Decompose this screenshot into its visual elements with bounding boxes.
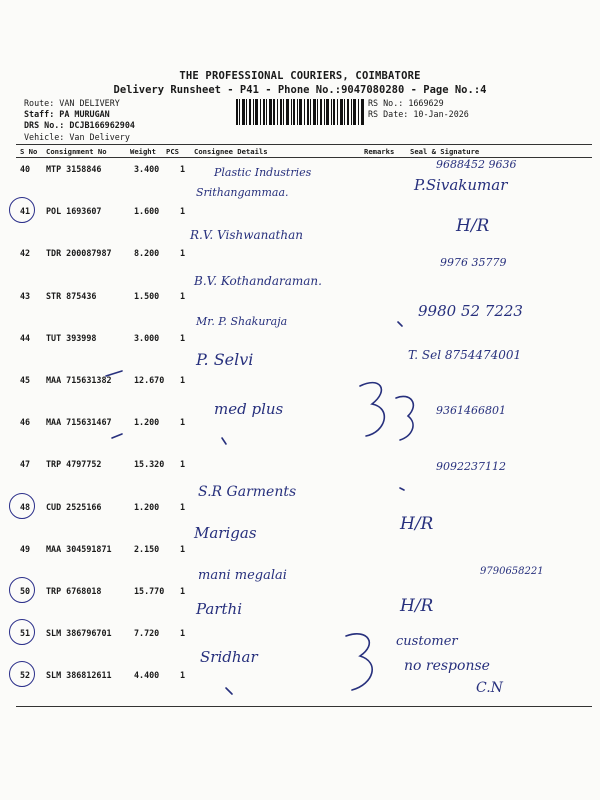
handwriting-phone-5: 9092237112 (436, 460, 506, 473)
handwriting-remark-1: customer (396, 634, 458, 649)
row-pcs: 1 (180, 670, 186, 681)
handwriting-consignee-4: B.V. Kothandaraman. (194, 274, 322, 288)
handwriting-remark-2: no response (404, 658, 490, 674)
handwriting-consignee-7: med plus (214, 400, 284, 418)
row-pcs: 1 (180, 586, 186, 596)
handwriting-signature-2: H/R (456, 216, 490, 236)
handwriting-phone-4: 9361466801 (436, 404, 506, 417)
row-pcs: 1 (180, 248, 186, 259)
row-pcs: 1 (180, 459, 186, 470)
column-header-seal: Seal & Signature (410, 147, 480, 156)
row-weight: 1.600 (134, 206, 160, 217)
row-sno: 51 (20, 628, 31, 639)
handwriting-consignee-8: S.R Garments (198, 484, 297, 500)
row-pcs: 1 (180, 375, 186, 385)
row-sno: 42 (20, 248, 31, 259)
row-consignment-no: MAA 715631382 (46, 375, 112, 385)
row-weight: 12.670 (134, 375, 165, 385)
row-sno: 41 (20, 206, 31, 217)
handwriting-phone-1: 9688452 9636 (436, 158, 517, 171)
handwriting-phone-6: 9790658221 (480, 566, 544, 577)
row-weight: 4.400 (134, 670, 160, 681)
row-consignment-no: TRP 6768018 (46, 586, 102, 596)
runsheet-title: Delivery Runsheet - P41 - Phone No.:9047080280 - Page No.:4 (113, 84, 487, 96)
column-header-consignee: Consignee Details (194, 147, 268, 156)
handwriting-signature-5: H/R (400, 596, 434, 616)
handwriting-consignee-11: Parthi (196, 600, 243, 618)
row-consignment-no: TUT 393998 (46, 332, 97, 343)
row-consignment-no: MAA 715631467 (46, 417, 112, 428)
brace-mark-2 (346, 634, 372, 690)
handwriting-signature-1: P.Sivakumar (414, 176, 508, 194)
handwriting-consignee-3: R.V. Vishwanathan (190, 228, 303, 242)
row-weight: 15.770 (134, 586, 165, 596)
row-sno: 47 (20, 459, 31, 470)
handwriting-consignee-6: P. Selvi (196, 350, 254, 369)
row-weight: 2.150 (134, 543, 160, 554)
column-header-sno: S No (20, 147, 38, 156)
row-pcs: 1 (180, 501, 186, 512)
handwriting-phone-3: 9980 52 7223 (418, 302, 523, 320)
column-header-remarks: Remarks (364, 147, 395, 156)
vehicle-text: Vehicle: Van Delivery (24, 131, 130, 142)
row-weight: 1.200 (134, 501, 160, 512)
tick-mark-3 (222, 438, 226, 444)
handwriting-consignee-5: Mr. P. Shakuraja (196, 315, 288, 328)
rs-number: RS No.: 1669629 (368, 98, 444, 108)
column-header-consignment: Consignment No (46, 147, 107, 156)
handwriting-signature-3: T. Sel 8754474001 (408, 348, 522, 362)
handwriting-consignee-12: Sridhar (200, 648, 258, 666)
row-sno: 49 (20, 543, 31, 554)
signature-scribble-1 (396, 396, 413, 440)
row-sno: 50 (20, 586, 31, 596)
handwriting-remark-3: C.N (476, 680, 503, 696)
brace-mark-1 (360, 383, 384, 436)
row-sno: 43 (20, 290, 31, 301)
column-header-pcs: PCS (166, 147, 179, 156)
row-consignment-no: TDR 200087987 (46, 248, 112, 259)
row-sno: 52 (20, 670, 31, 681)
row-consignment-no: MAA 304591871 (46, 543, 112, 554)
rs-date: RS Date: 10-Jan-2026 (368, 109, 469, 120)
row-pcs: 1 (180, 164, 186, 174)
row-consignment-no: POL 1693607 (46, 206, 102, 217)
row-sno: 44 (20, 332, 31, 343)
row-weight: 15.320 (134, 459, 165, 470)
tick-mark-1 (106, 371, 122, 376)
row-weight: 7.720 (134, 628, 160, 639)
row-pcs: 1 (180, 543, 186, 554)
column-header-weight: Weight (130, 147, 156, 156)
row-sno: 48 (20, 501, 31, 512)
row-consignment-no: MTP 3158846 (46, 164, 102, 174)
row-consignment-no: SLM 386796701 (46, 628, 112, 639)
staff-text: Staff: PA MURUGAN (24, 109, 110, 120)
row-weight: 3.000 (134, 332, 160, 343)
row-weight: 1.500 (134, 290, 160, 301)
row-consignment-no: SLM 386812611 (46, 670, 112, 681)
handwriting-signature-4: H/R (400, 514, 434, 534)
drs-text: DRS No.: DCJB166962904 (24, 120, 135, 131)
row-pcs: 1 (180, 332, 186, 343)
row-sno: 46 (20, 417, 31, 428)
handwriting-consignee-10: mani megalai (198, 568, 287, 583)
row-pcs: 1 (180, 206, 186, 217)
handwriting-phone-2: 9976 35779 (440, 256, 507, 269)
dot-mark-2 (398, 322, 402, 326)
tick-mark-4 (226, 688, 232, 694)
row-pcs: 1 (180, 628, 186, 639)
row-sno: 45 (20, 375, 31, 385)
dot-mark-1 (400, 488, 404, 490)
handwriting-consignee-1: Plastic Industries (214, 166, 312, 179)
row-sno: 40 (20, 164, 31, 174)
row-consignment-no: TRP 4797752 (46, 459, 102, 470)
row-weight: 8.200 (134, 248, 160, 259)
company-title: THE PROFESSIONAL COURIERS, COIMBATORE (179, 70, 421, 82)
row-consignment-no: STR 875436 (46, 290, 97, 301)
tick-mark-2 (112, 434, 122, 438)
route-text: Route: VAN DELIVERY (24, 98, 120, 108)
handwriting-consignee-9: Marigas (194, 524, 257, 542)
row-pcs: 1 (180, 290, 186, 301)
row-pcs: 1 (180, 417, 186, 428)
row-weight: 1.200 (134, 417, 160, 428)
handwriting-consignee-2: Srithangammaa. (196, 186, 289, 199)
row-consignment-no: CUD 2525166 (46, 501, 102, 512)
row-weight: 3.400 (134, 164, 160, 174)
